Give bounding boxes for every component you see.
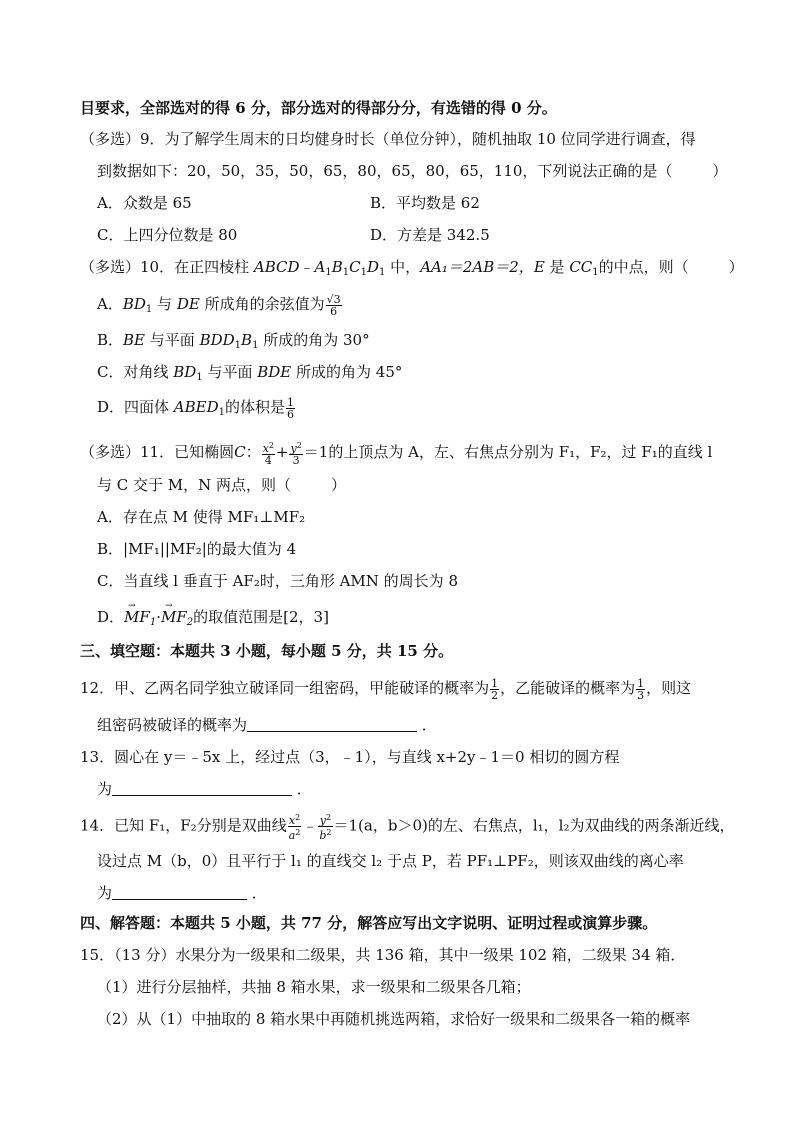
q11-option-c: C．当直线 l 垂直于 AF₂时，三角形 AMN 的周长为 8: [97, 572, 458, 590]
q9-option-a: A．众数是 65: [97, 194, 192, 212]
q12-answer-blank[interactable]: [247, 715, 417, 732]
q11-option-b: B．|MF₁||MF₂|的最大值为 4: [97, 540, 297, 558]
q9-stem-line1: （多选）9．为了解学生周末的日均健身时长（单位分钟），随机抽取 10 位同学进行调查，得: [80, 130, 696, 148]
q10-option-c: C．对角线 $BD_1$ 与平面 BDE 所成的角为 45°: [97, 363, 403, 383]
q10-option-a: A．$BD_1$ 与 DE 所成角的余弦值为 $\frac{√3}{6}$: [97, 292, 341, 318]
q10-stem: （多选）10．在正四棱柱 $ABCD﹣A_1B_1C_1D_1$ 中，AA₁＝2AB＝2，E 是 $CC_1$的中点，则（ ）: [80, 258, 744, 278]
q9-option-c: C．上四分位数是 80: [97, 226, 238, 244]
q13-stem: 13．圆心在 y＝﹣5x 上，经过点（3，﹣1），与直线 x+2y﹣1＝0 相切的圆方程: [80, 748, 620, 766]
q13-answer-line: 为 ．: [97, 780, 312, 798]
q14-answer-blank[interactable]: [112, 883, 247, 900]
q12-answer-line: 组密码被破译的概率为 ．: [97, 716, 437, 734]
q14-answer-line: 为 ．: [97, 884, 267, 902]
q14-stem: 14．已知 F₁，F₂分别是双曲线 $\frac{x^2}{a^2}$ ﹣ $\frac{y^2}{b^2}$ ＝1(a，b＞0)的左、右焦点，l₁，l₂为双曲线的两条渐近线，: [80, 813, 735, 842]
q11-option-d: D．→ $MF_1\cdot\to MF_2$的取值范围是[2，3]: [97, 606, 329, 634]
q10-option-d: D．四面体 $ABED_1$的体积是 $\frac{1}{6}$: [97, 395, 295, 421]
q14-stem-line2: 设过点 M（b，0）且平行于 l₁ 的直线交 l₂ 于点 P，若 PF₁⊥PF₂，则该双曲线的离心率: [97, 852, 684, 870]
q11-stem: （多选）11．已知椭圆C： $\frac{x^2}{4}$ + $\frac{y^2}{3}$ ＝1的上顶点为 A，左、右焦点分别为 F₁，F₂，过 F₁的直线 l: [80, 441, 713, 467]
instruction-text: 目要求，全部选对的得 6 分，部分选对的得部分分，有选错的得 0 分。: [80, 99, 557, 117]
q15-stem: 15．（13 分）水果分为一级果和二级果，共 136 箱，其中一级果 102 箱，二级果 34 箱．: [80, 946, 686, 964]
q13-answer-blank[interactable]: [112, 779, 292, 796]
q11-option-a: A．存在点 M 使得 MF₁⊥MF₂: [97, 508, 306, 526]
q12-stem: 12．甲、乙两名同学独立破译同一组密码，甲能破译的概率为 $\frac{1}{2}$ ，乙能破译的概率为 $\frac{1}{3}$ ，则这: [80, 676, 692, 702]
q9-stem-line2: 到数据如下：20，50，35，50，65，80，65，80，65，110，下列说法正确的是（ ）: [97, 162, 728, 180]
section-heading-fill-in: 三、填空题：本题共 3 小题，每小题 5 分，共 15 分。: [80, 642, 454, 660]
q11-stem-line2: 与 C 交于 M，N 两点，则（ ）: [97, 476, 347, 494]
q15-part2: （2）从（1）中抽取的 8 箱水果中再随机挑选两箱，求恰好一级果和二级果各一箱的概率: [97, 1010, 691, 1028]
q10-option-b: B．BE 与平面 $BDD_1B_1$ 所成的角为 30°: [97, 331, 370, 351]
q9-option-d: D．方差是 342.5: [370, 226, 490, 244]
section-heading-problems: 四、解答题：本题共 5 小题，共 77 分，解答应写出文字说明、证明过程或演算步骤。: [80, 914, 658, 932]
q15-part1: （1）进行分层抽样，共抽 8 箱水果，求一级果和二级果各几箱；: [97, 978, 531, 996]
q9-option-b: B．平均数是 62: [370, 194, 480, 212]
